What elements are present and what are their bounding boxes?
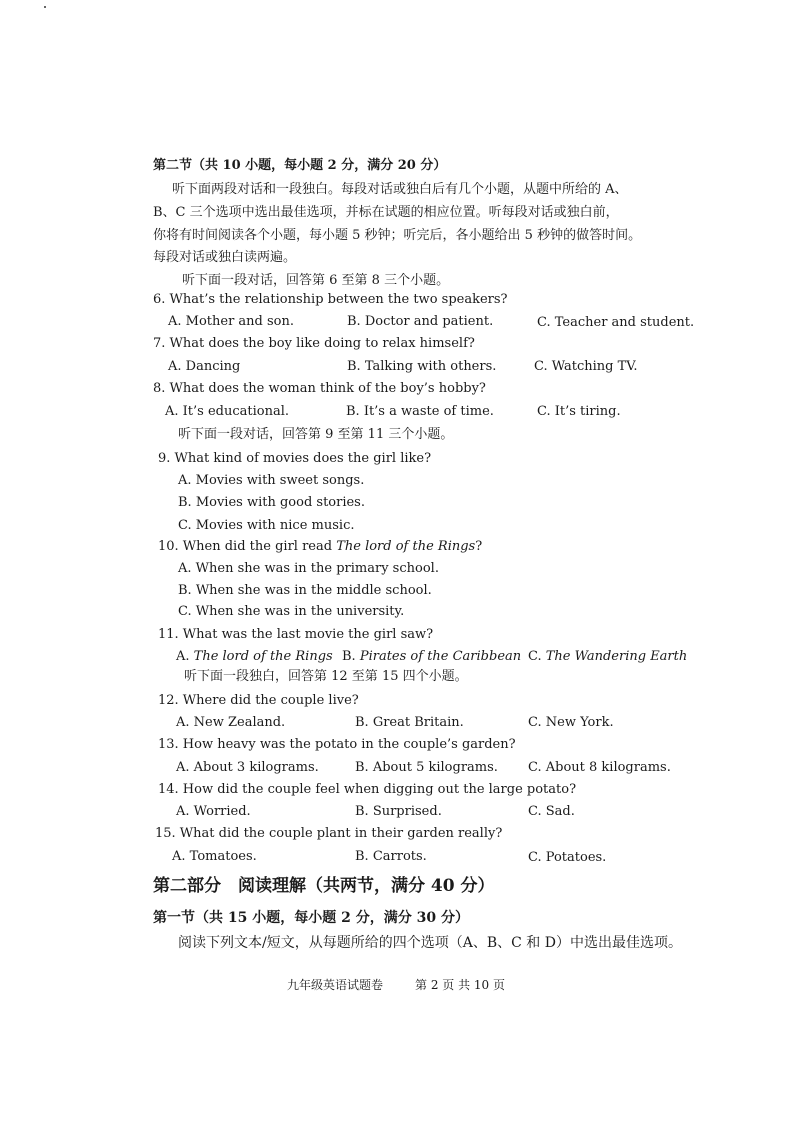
question-13: 13. How heavy was the potato in the couple’s garden? bbox=[158, 737, 516, 752]
q8-option-a: A. It’s educational. bbox=[165, 404, 289, 419]
q13-option-a: A. About 3 kilograms. bbox=[176, 760, 319, 775]
q13-option-b: B. About 5 kilograms. bbox=[355, 760, 498, 775]
q6-option-b: B. Doctor and patient. bbox=[347, 314, 494, 329]
q15-option-c: C. Potatoes. bbox=[528, 850, 607, 865]
q6-option-c: C. Teacher and student. bbox=[537, 315, 695, 330]
scan-speck bbox=[44, 6, 46, 8]
question-6: 6. What’s the relationship between the two speakers? bbox=[153, 292, 508, 307]
q10-option-c: C. When she was in the university. bbox=[178, 604, 405, 619]
q13-option-c: C. About 8 kilograms. bbox=[528, 760, 671, 775]
q9-option-b: B. Movies with good stories. bbox=[178, 495, 365, 510]
q8-option-b: B. It’s a waste of time. bbox=[346, 404, 494, 419]
question-14: 14. How did the couple feel when digging out the large potato? bbox=[158, 782, 577, 797]
section-heading: 第二节（共 10 小题，每小题 2 分，满分 20 分） bbox=[153, 158, 447, 173]
dialogue-intro-2: 听下面一段对话，回答第 9 至第 11 三个小题。 bbox=[178, 427, 454, 442]
q11-option-b: B. Pirates of the Caribbean bbox=[342, 649, 522, 664]
q8-option-c: C. It’s tiring. bbox=[537, 404, 621, 419]
q7-option-a: A. Dancing bbox=[168, 359, 241, 374]
q12-option-b: B. Great Britain. bbox=[355, 715, 464, 730]
footer-page-number: 第 2 页 共 10 页 bbox=[415, 978, 505, 992]
instruction-line-4: 每段对话或独白读两遍。 bbox=[153, 250, 297, 265]
question-15: 15. What did the couple plant in their garden really? bbox=[155, 826, 503, 841]
q9-option-a: A. Movies with sweet songs. bbox=[178, 473, 365, 488]
q14-option-a: A. Worried. bbox=[176, 804, 251, 819]
q9-option-c: C. Movies with nice music. bbox=[178, 518, 355, 533]
dialogue-intro-1: 听下面一段对话，回答第 6 至第 8 三个小题。 bbox=[182, 273, 450, 288]
question-10: 10. When did the girl read The lord of the Rings? bbox=[158, 539, 483, 554]
instruction-line-2: B、C 三个选项中选出最佳选项，并标在试题的相应位置。听每段对话或独白前， bbox=[153, 205, 619, 220]
q14-option-b: B. Surprised. bbox=[355, 804, 442, 819]
q7-option-b: B. Talking with others. bbox=[347, 359, 497, 374]
instruction-line-3: 你将有时间阅读各个小题，每小题 5 秒钟；听完后，各小题给出 5 秒钟的做答时间。 bbox=[153, 228, 642, 243]
q12-option-a: A. New Zealand. bbox=[176, 715, 286, 730]
instruction-line-1: 听下面两段对话和一段独白。每段对话或独白后有几个小题，从题中所给的 A、 bbox=[172, 182, 628, 197]
q15-option-b: B. Carrots. bbox=[355, 849, 427, 864]
monologue-intro: 听下面一段独白，回答第 12 至第 15 四个小题。 bbox=[184, 669, 468, 684]
q15-option-a: A. Tomatoes. bbox=[172, 849, 257, 864]
question-8: 8. What does the woman think of the boy’s hobby? bbox=[153, 381, 486, 396]
question-12: 12. Where did the couple live? bbox=[158, 693, 359, 708]
part-2-heading: 第二部分 阅读理解（共两节，满分 40 分） bbox=[153, 876, 495, 896]
question-9: 9. What kind of movies does the girl like? bbox=[158, 451, 432, 466]
question-7: 7. What does the boy like doing to relax himself? bbox=[153, 336, 475, 351]
reading-instruction: 阅读下列文本/短文，从每题所给的四个选项（A、B、C 和 D）中选出最佳选项。 bbox=[178, 935, 682, 951]
q12-option-c: C. New York. bbox=[528, 715, 614, 730]
q6-option-a: A. Mother and son. bbox=[168, 314, 295, 329]
footer-title: 九年级英语试题卷 bbox=[287, 978, 384, 992]
q11-option-a: A. The lord of the Rings bbox=[176, 649, 333, 664]
q7-option-c: C. Watching TV. bbox=[534, 359, 638, 374]
question-11: 11. What was the last movie the girl saw? bbox=[158, 627, 434, 642]
q10-option-a: A. When she was in the primary school. bbox=[178, 561, 439, 576]
q10-option-b: B. When she was in the middle school. bbox=[178, 583, 432, 598]
q14-option-c: C. Sad. bbox=[528, 804, 575, 819]
reading-section-1-heading: 第一节（共 15 小题，每小题 2 分，满分 30 分） bbox=[153, 910, 469, 926]
q11-option-c: C. The Wandering Earth bbox=[528, 649, 688, 664]
